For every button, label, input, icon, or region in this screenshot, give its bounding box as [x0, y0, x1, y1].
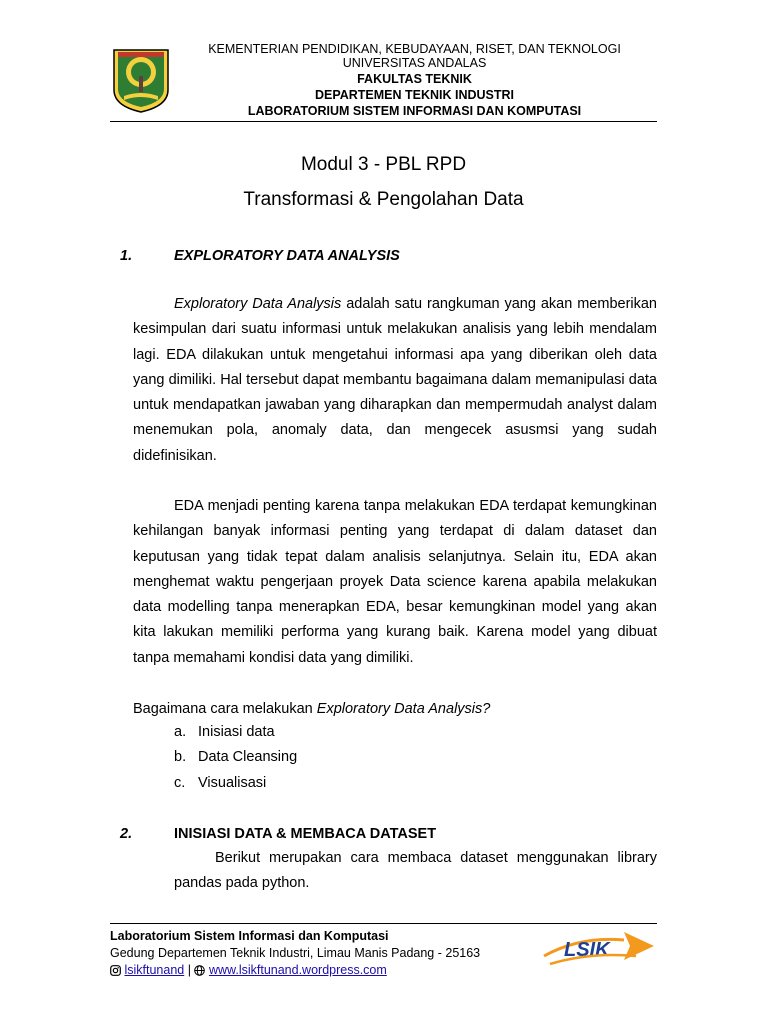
section-2-heading: INISIASI DATA & MEMBACA DATASET [174, 826, 437, 842]
footer-lab-name: Laboratorium Sistem Informasi dan Komputasi [110, 929, 389, 943]
header-university: UNIVERSITAS ANDALAS [342, 56, 487, 70]
footer-divider [110, 923, 657, 924]
website-link[interactable]: www.lsikftunand.wordpress.com [208, 963, 387, 977]
university-seal-logo [110, 46, 172, 114]
lsik-logo-text: LSIK [564, 939, 610, 961]
footer-links: lsikftunand | www.lsikftunand.wordpress.com [110, 962, 387, 978]
paragraph-2-text: EDA menjadi penting karena tanpa melakukan EDA terdapat kemungkinan kehilangan banyak informasi penting yang terdapat di dalam dataset dan keputusan yang tidak tepat dalam analisis selanjutnya. Selain itu, EDA akan menghemat waktu pengerjaan proyek Data science karena apabila melakukan data modelling tanpa menerapkan EDA, besar kemungkinan model yang akan kita lakukan memiliki performa yang kurang baik. Karena model yang dibuat tanpa memahami kondisi data yang dimiliki. [133, 498, 657, 666]
globe-icon [194, 965, 205, 976]
section-1-paragraph-2 [133, 494, 657, 671]
section-1-heading: EXPLORATORY DATA ANALYSIS [174, 248, 400, 264]
page-title: Modul 3 - PBL RPD [300, 154, 467, 175]
instagram-link[interactable]: lsikftunand [124, 963, 185, 977]
section-1-paragraph-1 [133, 292, 657, 469]
eda-steps-list [174, 720, 474, 796]
header-department: DEPARTEMEN TEKNIK INDUSTRI [314, 88, 515, 102]
eda-question: Bagaimana cara melakukan Exploratory Data Analysis? [133, 701, 491, 717]
lsik-logo [540, 926, 658, 970]
section-2-paragraph-1: Berikut merupakan cara membaca dataset menggunakan library pandas pada python. [174, 850, 657, 892]
list-item: b. Data Cleansing [174, 749, 298, 766]
term-eda: Exploratory Data Analysis [174, 296, 342, 312]
header-laboratory: LABORATORIUM SISTEM INFORMASI DAN KOMPUTASI [247, 104, 582, 118]
header-ministry: KEMENTERIAN PENDIDIKAN, KEBUDAYAAN, RISET, DAN TEKNOLOGI [208, 42, 621, 56]
paragraph-1-text: adalah satu rangkuman yang akan memberikan kesimpulan dari suatu informasi untuk melakukan analisis yang lebih mendalam lagi. EDA dilakukan untuk mengetahui informasi apa yang diberikan oleh data yang dimiliki. Hal tersebut dapat membantu bagaimana dalam memanipulasi data untuk mendapatkan jawaban yang diharapkan dan mempermudah analyst dalam menemukan pola, anomaly data, dan mengecek asusmsi yang sudah didefinisikan. [133, 296, 657, 464]
footer-address: Gedung Departemen Teknik Industri, Limau Manis Padang - 25163 [110, 946, 481, 960]
section-2-number: 2. [120, 826, 133, 842]
section-1-number: 1. [120, 248, 133, 264]
header-divider [110, 121, 657, 122]
list-item: a. Inisiasi data [174, 724, 275, 740]
instagram-icon [110, 965, 121, 976]
page-subtitle: Transformasi & Pengolahan Data [243, 189, 524, 210]
header-faculty: FAKULTAS TEKNIK [357, 72, 472, 86]
list-item: c. Visualisasi [174, 774, 267, 791]
